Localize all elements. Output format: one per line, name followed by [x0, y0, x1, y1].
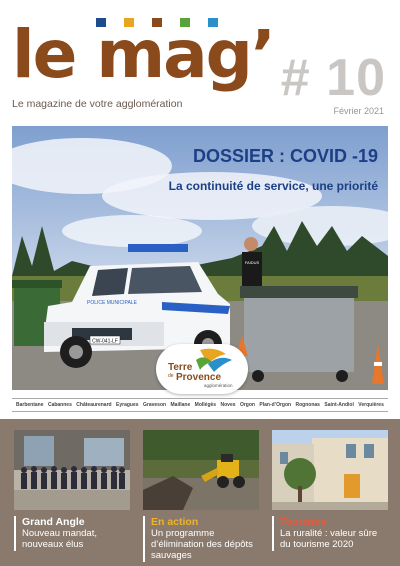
issue-number: # 10: [280, 49, 386, 107]
town-name: Graveson: [142, 402, 167, 408]
town-name: Noves: [220, 402, 236, 408]
article-section: Grand Angle: [22, 516, 85, 528]
town-name: Rognonas: [295, 402, 320, 408]
article-section: Tourisme: [280, 516, 327, 528]
group-photo-illustration: [14, 430, 130, 510]
issue-date: Février 2021: [333, 106, 384, 116]
masthead-title: le mag’: [12, 16, 274, 93]
logo-word-2: de: [168, 373, 174, 379]
article-card-en-action[interactable]: [143, 430, 259, 562]
dossier-subtitle: La continuité de service, une priorité: [168, 179, 378, 193]
town-name: Cabannes: [47, 402, 72, 408]
cleanup-photo-illustration: [143, 430, 259, 510]
article-caption: [14, 516, 130, 551]
village-photo-illustration: [272, 430, 388, 510]
article-caption: [272, 516, 388, 551]
village-photo: [272, 430, 388, 510]
dossier-title[interactable]: DOSSIER : COVID -19: [192, 146, 378, 166]
cleanup-photo: [143, 430, 259, 510]
feature-panel: [0, 419, 400, 566]
logo-word-3: Provence: [176, 372, 222, 383]
town-name: Orgon: [239, 402, 255, 408]
dossier-headline: [169, 146, 378, 193]
town-name: Plan-d’Orgon: [259, 402, 292, 408]
car-livery-text: POLICE MUNICIPALE: [87, 300, 137, 306]
article-text: La ruralité : valeur sûre du tourisme 2020: [280, 528, 378, 550]
town-name: Barbentane: [16, 402, 44, 408]
article-section: En action: [151, 516, 199, 528]
article-text: Nouveau mandat, nouveaux élus: [22, 528, 97, 550]
tagline: Le magazine de votre agglomération: [12, 98, 183, 110]
logo-word-1: Terre: [168, 362, 193, 373]
town-name: Saint-Andiol: [324, 402, 354, 408]
shirt-text: FAIDUS: [244, 260, 260, 265]
article-card-tourisme[interactable]: [272, 430, 388, 551]
town-name: Châteaurenard: [76, 402, 112, 408]
logo-word-4: agglomération: [204, 383, 233, 388]
town-name: Eyragues: [116, 402, 139, 408]
article-card-grand-angle[interactable]: [14, 430, 130, 551]
town-name: Maillane: [170, 402, 191, 408]
car-plate-text: CW-041-LF: [92, 338, 118, 345]
towns-strip: [12, 398, 388, 412]
article-caption: [143, 516, 259, 562]
logo-mark: [156, 344, 248, 394]
terre-de-provence-logo: [156, 344, 248, 394]
article-text: Un programme d’élimination des dépôts sauvages: [151, 528, 253, 561]
town-name: Verquières: [358, 402, 384, 408]
town-name: Mollégès: [194, 402, 217, 408]
group-photo: [14, 430, 130, 510]
